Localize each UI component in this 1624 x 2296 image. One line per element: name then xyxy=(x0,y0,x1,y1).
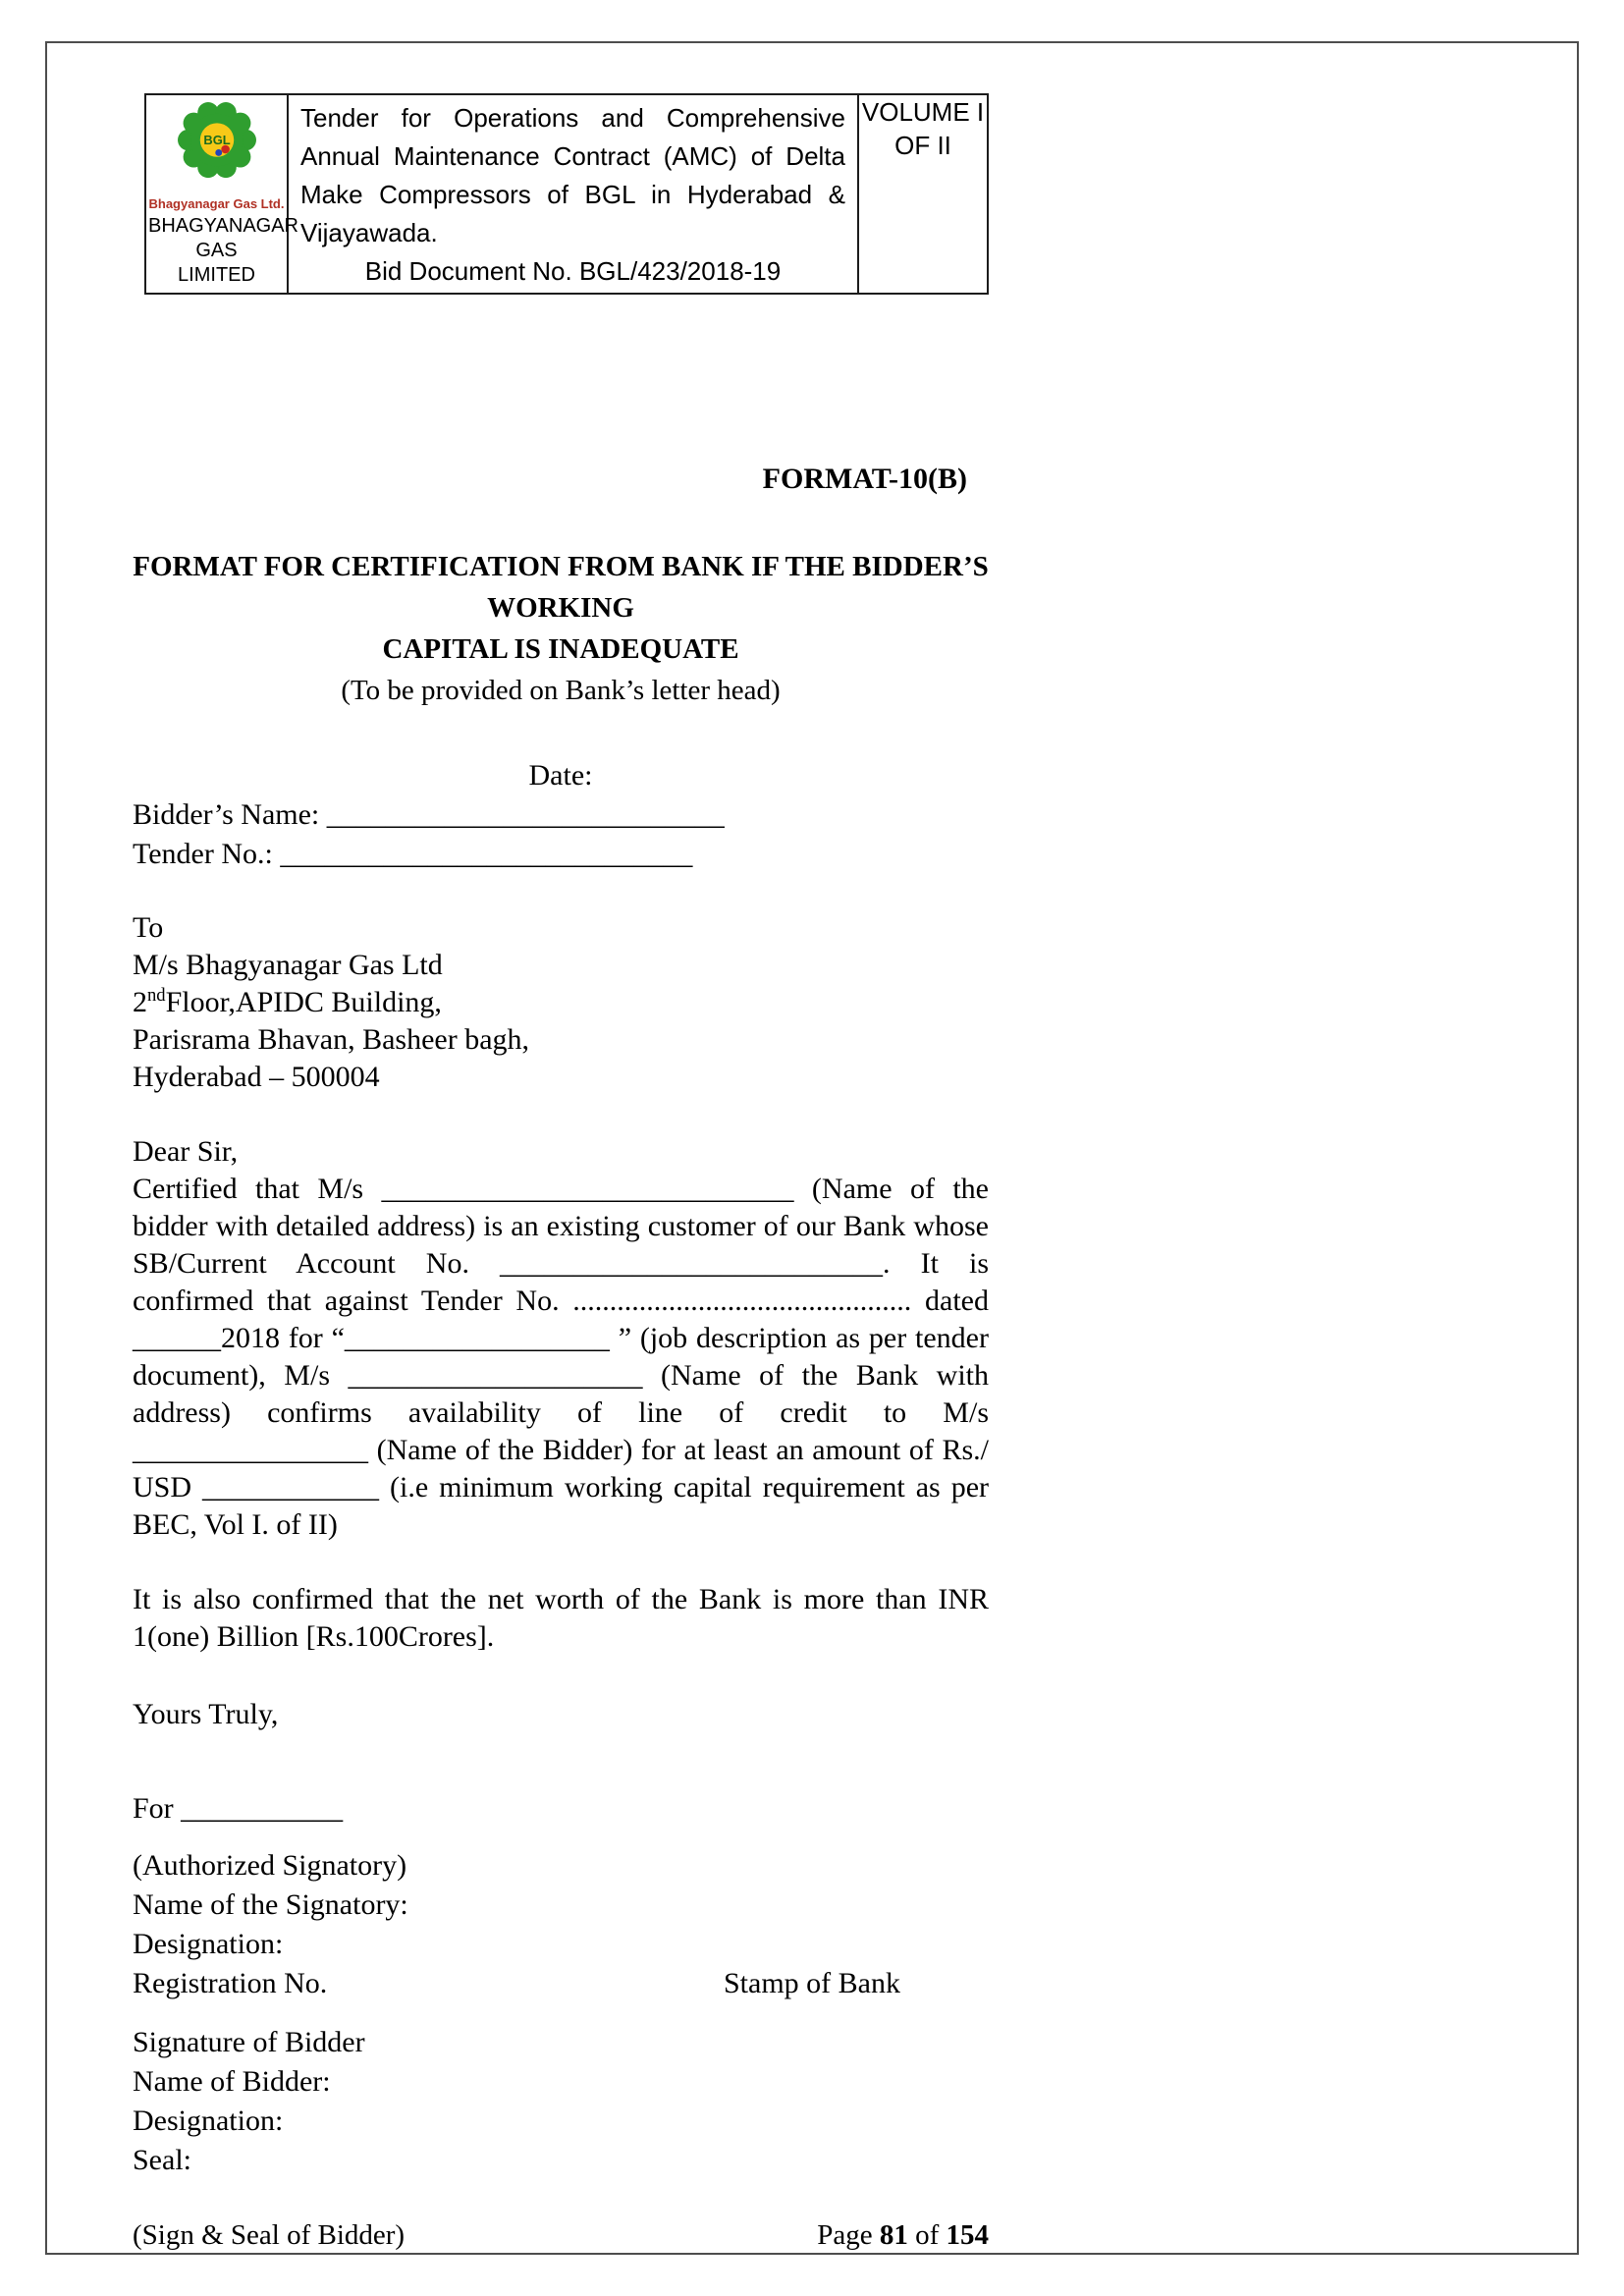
page-content xyxy=(133,93,989,1829)
registration-row xyxy=(133,1964,989,2003)
date-label: Date: xyxy=(528,759,593,792)
bid-document-number: Bid Document No. BGL/423/2018-19 xyxy=(364,256,782,286)
company-name-line2: LIMITED xyxy=(178,264,255,286)
bidder-designation-label: Designation: xyxy=(133,2105,284,2137)
document-subtitle: (To be provided on Bank’s letter head) xyxy=(341,675,781,706)
authorized-signatory-label: (Authorized Signatory) xyxy=(133,1849,407,1882)
bgl-logo-icon xyxy=(175,101,259,186)
document-title-line1: FORMAT FOR CERTIFICATION FROM BANK IF THE BIDDER’S WORKING xyxy=(133,551,989,624)
volume-cell xyxy=(858,94,988,294)
page-indicator: Page 81 of 154 xyxy=(817,2219,989,2251)
to-label: To xyxy=(133,911,164,944)
volume-line2: OF II xyxy=(894,131,951,160)
signatory-designation-label: Designation: xyxy=(133,1928,284,1960)
authorized-signatory-block xyxy=(133,1846,989,2003)
format-label: FORMAT-10(B) xyxy=(762,463,967,495)
volume-line1: VOLUME I xyxy=(861,97,985,127)
document-title-line2: CAPITAL IS INADEQUATE xyxy=(382,633,739,665)
salutation: Dear Sir, xyxy=(133,1135,239,1168)
page-footer xyxy=(133,2217,989,2253)
tender-title: Tender for Operations and Comprehensive Annual Maintenance Contract (AMC) of Delta Make Compressors of BGL in Hyderabad & Vijayawada. xyxy=(300,103,845,247)
for-line: For ___________ xyxy=(133,1792,344,1825)
closing: Yours Truly, xyxy=(133,1698,279,1730)
document-title xyxy=(133,546,989,670)
company-name-line1: BHAGYANAGAR GAS xyxy=(148,215,298,261)
logo-acronym: BGL xyxy=(202,132,231,147)
logo-cell xyxy=(145,94,298,294)
page-number: 81 xyxy=(879,2219,908,2251)
company-name xyxy=(148,214,298,288)
bidder-name-line: Bidder’s Name: ___________________________ xyxy=(133,798,725,831)
address-line2: 2ndFloor,APIDC Building, xyxy=(133,985,442,1018)
stamp-of-bank-label: Stamp of Bank xyxy=(724,1967,900,1999)
tender-no-line: Tender No.: ____________________________ xyxy=(133,838,693,870)
address-line4: Hyderabad – 500004 xyxy=(133,1061,380,1093)
signatory-name-label: Name of the Signatory: xyxy=(133,1888,408,1921)
document-header-table xyxy=(144,93,989,295)
bidder-name-label: Name of Bidder: xyxy=(133,2065,331,2098)
confirmation-paragraph: It is also confirmed that the net worth of the Bank is more than INR 1(one) Billion [Rs.100Crores]. xyxy=(133,1583,989,1653)
logo-subtext: Bhagyanagar Gas Ltd. xyxy=(148,196,285,211)
footer-left: (Sign & Seal of Bidder) xyxy=(133,2219,406,2251)
tender-title-cell xyxy=(288,94,858,294)
address-line1: M/s Bhagyanagar Gas Ltd xyxy=(133,949,443,981)
seal-label: Seal: xyxy=(133,2144,191,2176)
bidder-signature-block xyxy=(133,2023,989,2180)
address-line3: Parisrama Bhavan, Basheer bagh, xyxy=(133,1023,530,1056)
ordinal-superscript: nd xyxy=(147,985,166,1006)
certification-paragraph: Certified that M/s ____________________________ (Name of the bidder with detailed address) is an existing customer of our Bank whose SB/Current Account No. __________________________. It is confirmed that against Tender No. .............................................. dated ______2018 for “__________________ ” (job description as per tender document), M/s ____________________ (Name of the Bank with address) confirms availability of line of credit to M/s ________________ (Name of the Bidder) for at least an amount of Rs./ USD ____________ (i.e minimum working capital requirement as per BEC, Vol I. of II) xyxy=(133,1173,989,1541)
page-total: 154 xyxy=(946,2219,989,2251)
bidder-signature-label: Signature of Bidder xyxy=(133,2026,365,2058)
address-block xyxy=(133,909,989,1096)
registration-label: Registration No. xyxy=(133,1967,328,1999)
